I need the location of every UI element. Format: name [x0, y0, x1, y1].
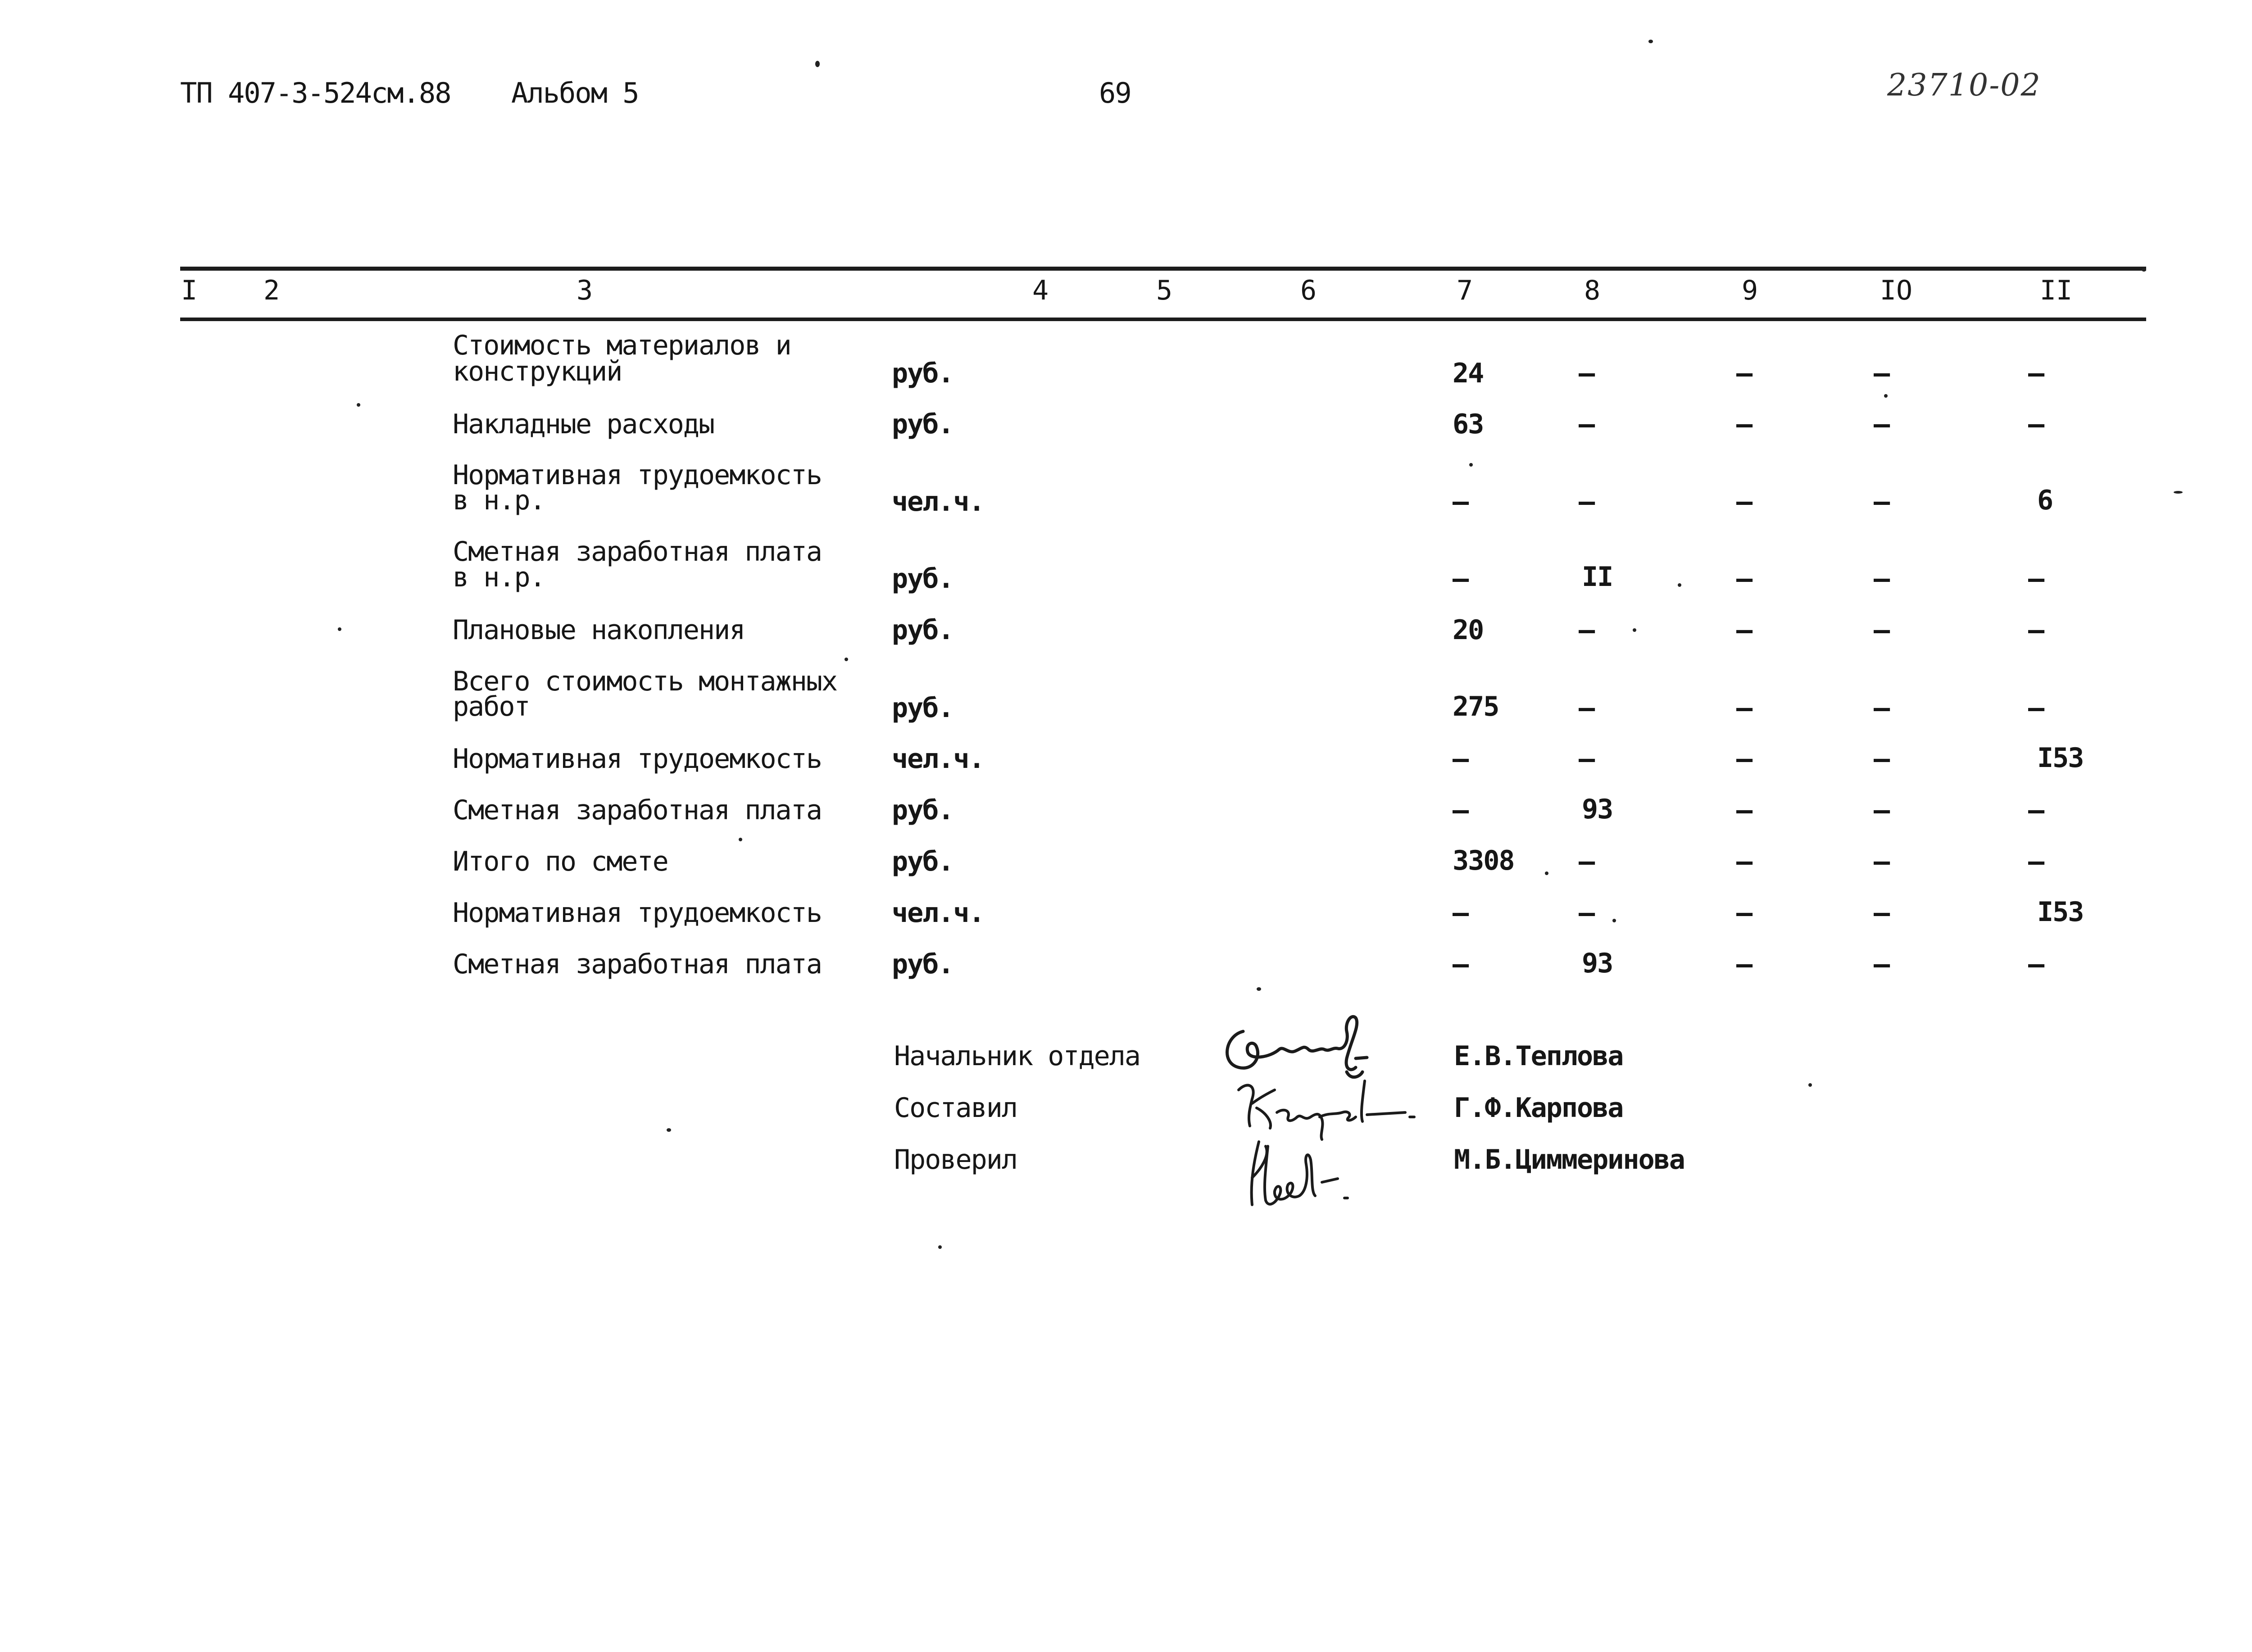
scan-speck — [2174, 491, 2183, 494]
row-8-col11: – — [2028, 794, 2044, 826]
row-3-col11: 6 — [2037, 485, 2053, 516]
row-2-col10: – — [1874, 408, 1889, 440]
signature-name-head: Е.В.Теплова — [1454, 1040, 1623, 1072]
row-4-col10: – — [1874, 563, 1889, 595]
row-7-col7: – — [1453, 743, 1468, 775]
scan-speck — [1612, 919, 1616, 922]
row-4-col7: – — [1453, 563, 1468, 595]
row-11-col10: – — [1874, 949, 1889, 980]
row-10-col9: – — [1736, 897, 1752, 929]
row-9-name-line-1: Итого по смете — [453, 846, 668, 877]
row-2-col7: 63 — [1453, 408, 1484, 440]
row-9-col9: – — [1736, 846, 1752, 877]
row-11-unit: руб. — [892, 949, 953, 980]
row-5-col10: – — [1874, 614, 1889, 646]
column-header-6: 6 — [1300, 275, 1317, 306]
row-4-unit: руб. — [892, 563, 953, 595]
row-11-col7: – — [1453, 949, 1468, 980]
row-4-col8: II — [1582, 561, 1613, 593]
signature-role-compiled: Составил — [894, 1092, 1017, 1124]
row-4-name-line-2: в н.р. — [453, 562, 545, 593]
row-6-col10: – — [1874, 692, 1889, 724]
row-6-col11: – — [2028, 692, 2044, 724]
row-3-unit: чел.ч. — [892, 486, 984, 517]
document-code: ТП 407-3-524см.88 — [180, 77, 451, 109]
column-header-11: II — [2039, 275, 2073, 306]
scan-speck — [844, 658, 848, 661]
column-header-5: 5 — [1156, 275, 1173, 306]
row-7-col9: – — [1736, 743, 1752, 775]
signature-role-head: Начальник отдела — [894, 1040, 1140, 1072]
row-6-unit: руб. — [892, 692, 953, 724]
row-2-name-line-1: Накладные расходы — [453, 408, 714, 440]
row-10-col10: – — [1874, 897, 1889, 929]
row-9-unit: руб. — [892, 846, 953, 877]
row-11-name-line-1: Сметная заработная плата — [453, 949, 822, 980]
row-6-col7: 275 — [1453, 691, 1499, 722]
row-11-col8: 93 — [1582, 948, 1613, 979]
scan-speck — [338, 627, 341, 631]
column-header-1: I — [181, 275, 198, 306]
row-10-col11: I53 — [2037, 896, 2084, 928]
row-10-name-line-1: Нормативная трудоемкость — [453, 897, 822, 929]
column-header-10: IO — [1880, 275, 1913, 306]
row-1-col8: – — [1579, 358, 1594, 389]
scan-speck — [1545, 871, 1548, 875]
signature-role-checked: Проверил — [894, 1144, 1017, 1175]
row-5-col11: – — [2028, 614, 2044, 646]
table-header-rule — [180, 318, 2146, 321]
scan-speck — [667, 1128, 671, 1132]
row-6-col8: – — [1579, 692, 1594, 724]
column-header-7: 7 — [1456, 275, 1473, 306]
row-8-col10: – — [1874, 794, 1889, 826]
row-10-unit: чел.ч. — [892, 897, 984, 929]
row-3-col9: – — [1736, 486, 1752, 517]
row-1-name-line-1: Стоимость материалов и — [453, 330, 791, 361]
row-3-col10: – — [1874, 486, 1889, 517]
row-4-col9: – — [1736, 563, 1752, 595]
row-6-col9: – — [1736, 692, 1752, 724]
scan-speck — [1678, 583, 1681, 587]
scan-speck — [357, 403, 360, 407]
row-2-col8: – — [1579, 408, 1594, 440]
scan-speck — [1808, 1083, 1812, 1087]
row-2-col9: – — [1736, 408, 1752, 440]
row-8-col8: 93 — [1582, 794, 1613, 825]
page-number: 69 — [1099, 77, 1131, 109]
row-9-col11: – — [2028, 846, 2044, 877]
scan-speck — [815, 61, 820, 67]
row-7-col10: – — [1874, 743, 1889, 775]
row-6-name-line-1: Всего стоимость монтажных — [453, 666, 837, 697]
column-header-8: 8 — [1584, 275, 1601, 306]
row-5-unit: руб. — [892, 614, 953, 646]
column-header-2: 2 — [263, 275, 280, 306]
row-8-col9: – — [1736, 794, 1752, 826]
row-8-col7: – — [1453, 794, 1468, 826]
row-1-name-line-2: конструкций — [453, 356, 622, 387]
row-9-col7: 3308 — [1453, 845, 1514, 876]
archive-number-handwritten: 23710-02 — [1887, 68, 2041, 103]
scan-speck — [938, 1245, 942, 1249]
row-1-unit: руб. — [892, 358, 953, 389]
column-header-9: 9 — [1741, 275, 1758, 306]
handwritten-signature-3 — [1234, 1128, 1387, 1214]
row-8-unit: руб. — [892, 794, 953, 826]
column-header-3: 3 — [576, 275, 593, 306]
row-5-col8: – — [1579, 614, 1594, 646]
row-7-col11: I53 — [2037, 742, 2084, 774]
scan-speck — [1469, 463, 1473, 467]
row-6-name-line-2: работ — [453, 691, 530, 722]
table-top-rule — [180, 267, 2146, 271]
row-3-col7: – — [1453, 486, 1468, 517]
signature-name-checked: М.Б.Циммеринова — [1454, 1144, 1684, 1175]
row-5-col7: 20 — [1453, 614, 1484, 646]
row-7-col8: – — [1579, 743, 1594, 775]
row-7-unit: чел.ч. — [892, 743, 984, 775]
row-1-col7: 24 — [1453, 358, 1484, 389]
row-11-col11: – — [2028, 949, 2044, 980]
row-8-name-line-1: Сметная заработная плата — [453, 794, 822, 826]
scan-speck — [1633, 628, 1636, 632]
row-7-name-line-1: Нормативная трудоемкость — [453, 743, 822, 775]
row-1-col10: – — [1874, 358, 1889, 389]
row-3-name-line-2: в н.р. — [453, 485, 545, 516]
row-5-name-line-1: Плановые накопления — [453, 614, 745, 646]
scan-speck — [1257, 987, 1261, 991]
row-2-unit: руб. — [892, 408, 953, 440]
scan-speck — [1884, 394, 1888, 398]
row-1-col11: – — [2028, 358, 2044, 389]
scan-speck — [1648, 40, 1653, 43]
row-2-col11: – — [2028, 408, 2044, 440]
row-4-name-line-1: Сметная заработная плата — [453, 536, 822, 567]
album-label: Альбом 5 — [511, 77, 639, 109]
row-1-col9: – — [1736, 358, 1752, 389]
scan-speck — [739, 838, 742, 841]
row-5-col9: – — [1736, 614, 1752, 646]
row-4-col11: – — [2028, 563, 2044, 595]
signature-name-compiled: Г.Ф.Карпова — [1454, 1092, 1623, 1124]
row-3-name-line-1: Нормативная трудоемкость — [453, 459, 822, 491]
row-9-col10: – — [1874, 846, 1889, 877]
row-3-col8: – — [1579, 486, 1594, 517]
row-10-col7: – — [1453, 897, 1468, 929]
row-10-col8: – — [1579, 897, 1594, 929]
row-11-col9: – — [1736, 949, 1752, 980]
row-9-col8: – — [1579, 846, 1594, 877]
scan-speck — [2142, 268, 2146, 272]
column-header-4: 4 — [1032, 275, 1049, 306]
